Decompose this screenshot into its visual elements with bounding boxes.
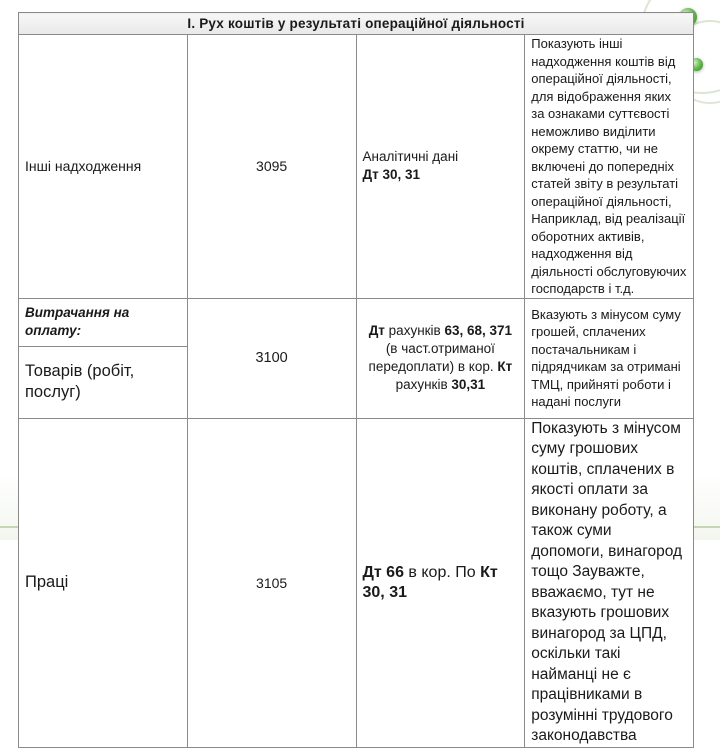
row-accounts	[356, 418, 525, 747]
account-numbers: 30,31	[451, 377, 486, 392]
text-fragment: рахунків	[395, 377, 452, 392]
row-description: Показують інші надходження коштів від операційної діяльності, для відображення яких за ознаками суттєвості неможливо виділити окрему статтю, чи не включені до попередніх статей звіту в результаті операційної діяльності, Наприклад, від реалізації оборотних активів, надходження від діяльності обслуговуючих господарств і т.д.	[525, 35, 694, 299]
table-row	[19, 298, 694, 346]
analytics-accounts: Дт 30, 31	[362, 167, 421, 183]
row-description: Показують з мінусом суму грошових коштів, сплачених в якості оплати за виконану роботу, а також суми допомоги, винагород тощо Зауважте, вважаємо, тут не вказують грошових винагород за ЦПД, оскільки такі найманці не є працівниками в розумінні трудового законодавства	[525, 418, 694, 747]
text-fragment: в кор. По	[403, 563, 481, 581]
row-accounts	[356, 298, 525, 418]
row-name: Товарів (робіт, послуг)	[19, 346, 188, 418]
table-title: І. Рух коштів у результаті операційної діяльності	[19, 13, 694, 35]
row-code: 3095	[187, 35, 356, 299]
credit-label: Кт	[497, 359, 513, 374]
row-accounts	[356, 35, 525, 299]
row-code: 3105	[187, 418, 356, 747]
text-fragment: рахунків	[384, 323, 441, 338]
row-code: 3100	[187, 298, 356, 418]
table-row	[19, 418, 694, 747]
table-header-row	[19, 13, 694, 35]
cash-flow-table	[18, 12, 694, 748]
credit-label: Кт 30, 31	[362, 563, 498, 601]
row-description: Вказують з мінусом суму грошей, сплачених постачальникам і підрядчикам за отримані ТМЦ, прийняті роботи і надані послуги	[525, 298, 694, 418]
row-name: Праці	[19, 418, 188, 747]
account-numbers: 63, 68, 371	[444, 323, 513, 338]
section-label: Витрачання на оплату:	[19, 298, 188, 346]
debit-label: Дт	[368, 323, 385, 338]
text-fragment: (в част.отриманої передоплати) в кор.	[368, 341, 498, 374]
analytics-label: Аналітичні дані	[362, 149, 459, 165]
table-row	[19, 35, 694, 299]
debit-label: Дт 66	[362, 563, 404, 581]
row-name: Інші надходження	[19, 35, 188, 299]
